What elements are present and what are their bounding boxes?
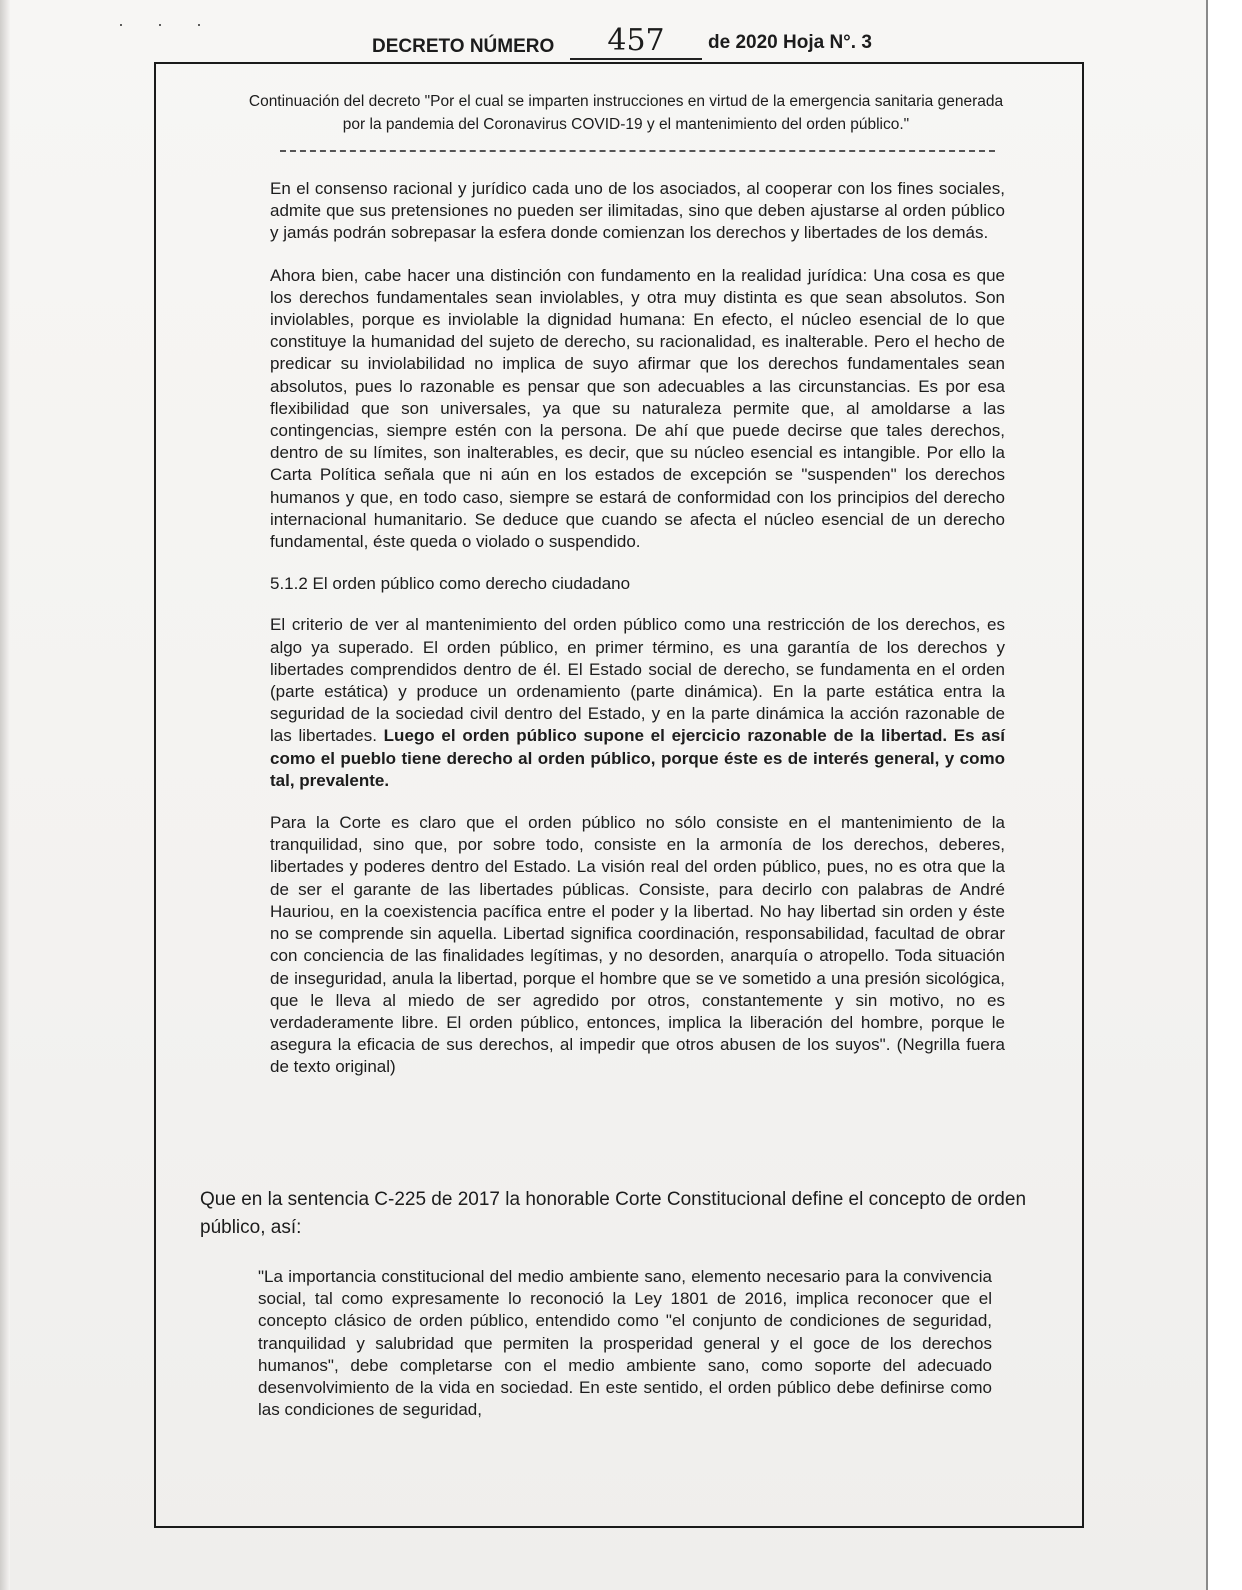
page-shadow: [0, 0, 10, 1590]
paragraph-3: [270, 614, 1005, 792]
main-statement: Que en la sentencia C-225 de 2017 la honorable Corte Constitucional define el concepto de orden público, así:: [200, 1189, 1027, 1238]
paragraph-3-bold: Luego el orden público supone el ejercicio razonable de la libertad. Es así como el pueblo tiene derecho al orden público, porque éste es de interés general, y como tal, prevalente.: [270, 726, 1005, 790]
decree-header: [372, 24, 932, 64]
decree-subtitle: [196, 90, 1056, 136]
section-heading: 5.1.2 El orden público como derecho ciudadano: [270, 574, 631, 594]
paragraph-2: Ahora bien, cabe hacer una distinción con fundamento en la realidad jurídica: Una cosa es que los derechos fundamentales sean inviolables, y otra muy distinta es que sean absolutos. Son inviolables, porque es inviolable la dignidad humana: En efecto, el núcleo esencial de lo que constituye la humanidad del sujeto de derecho, su racionalidad, es inalterable. Pero el hecho de predicar su inviolabilidad no implica de suyo afirmar que los derechos fundamentales sean absolutos, pues lo razonable es pensar que son adecuables a las circunstancias. Es por esa flexibilidad que son universales, ya que su naturaleza permite que, al amoldarse a las contingencias, siempre estén con la persona. De ahí que puede decirse que tales derechos, dentro de su límites, son inalterables, es decir, que su núcleo esencial es intangible. Por ello la Carta Política señala que ni aún en los estados de excepción se "suspenden" los derechos humanos y que, en todo caso, siempre se estará de conformidad con los principios del derecho internacional humanitario. Se deduce que cuando se afecta el núcleo esencial de un derecho fundamental, éste queda o violado o suspendido.: [270, 265, 1005, 552]
quoted-body: [270, 178, 1005, 1099]
subtitle-line-1: Continuación del decreto "Por el cual se imparten instrucciones en virtud de la emergencia sanitaria generada: [248, 93, 1004, 110]
subtitle-line-2: por la pandemia del Coronavirus COVID-19 y el mantenimiento del orden público.": [342, 116, 910, 133]
page-edge: [1206, 0, 1242, 1590]
paragraph-4: Para la Corte es claro que el orden público no sólo consiste en el mantenimiento de la tranquilidad, sino que, por sobre todo, consiste en la armonía de los derechos, deberes, libertades y poderes dentro del Estado. La visión real del orden público, pues, no es otra que la de ser el garante de las libertades públicas. Consiste, para decirlo con palabras de André Hauriou, en la coexistencia pacífica entre el poder y la libertad. No hay libertad sin orden y éste no se comprende sin aquella. Libertad significa coordinación, responsabilidad, facultad de obrar con conciencia de las finalidades legítimas, y no desorden, anarquía o atropello. Toda situación de inseguridad, anula la libertad, porque el hombre que se ve sometido a una presión sicológica, que le lleva al miedo de ser agredido por otros, constantemente y sin motivo, no es verdaderamente libre. El orden público, entonces, implica la liberación del hombre, porque le asegura la eficacia de sus derechos, al impedir que otros abusen de los suyos". (Negrilla fuera de texto original): [270, 813, 1005, 1077]
dashed-divider: [280, 150, 995, 152]
sentence-quote: "La importancia constitucional del medio ambiente sano, elemento necesario para la convivencia social, tal como expresamente lo reconoció la Ley 1801 de 2016, implica reconocer que el concepto clásico de orden público, entendido como "el conjunto de condiciones de seguridad, tranquilidad y salubridad que permiten la prosperidad general y el goce de los derechos humanos", debe completarse con el medio ambiente sano, como soporte del adecuado desenvolvimiento de la vida en sociedad. En este sentido, el orden público debe definirse como las condiciones de seguridad,: [258, 1267, 992, 1420]
decree-number: 457: [570, 24, 702, 60]
scan-specks: · · ·: [118, 14, 216, 34]
paragraph-3-regular: El criterio de ver al mantenimiento del orden público como una restricción de los derechos, es algo ya superado. El orden público, en primer término, es una garantía de los derechos y libertades comprendidos dentro de él. El Estado social de derecho, se fundamenta en el orden (parte estática) y produce un ordenamiento (parte dinámica). En la parte estática entra la seguridad de la sociedad civil dentro del Estado, y en la parte dinámica la acción razonable de las libertades.: [270, 615, 1005, 746]
paragraph-1: En el consenso racional y jurídico cada uno de los asociados, al cooperar con los fines sociales, admite que sus pretensiones no pueden ser ilimitadas, sino que deben ajustarse al orden público y jamás podrán sobrepasar la esfera donde comienzan los derechos y libertades de los demás.: [270, 179, 1005, 243]
decree-label: DECRETO NÚMERO: [372, 36, 555, 57]
decree-year-page: de 2020 Hoja N°. 3: [708, 32, 872, 53]
